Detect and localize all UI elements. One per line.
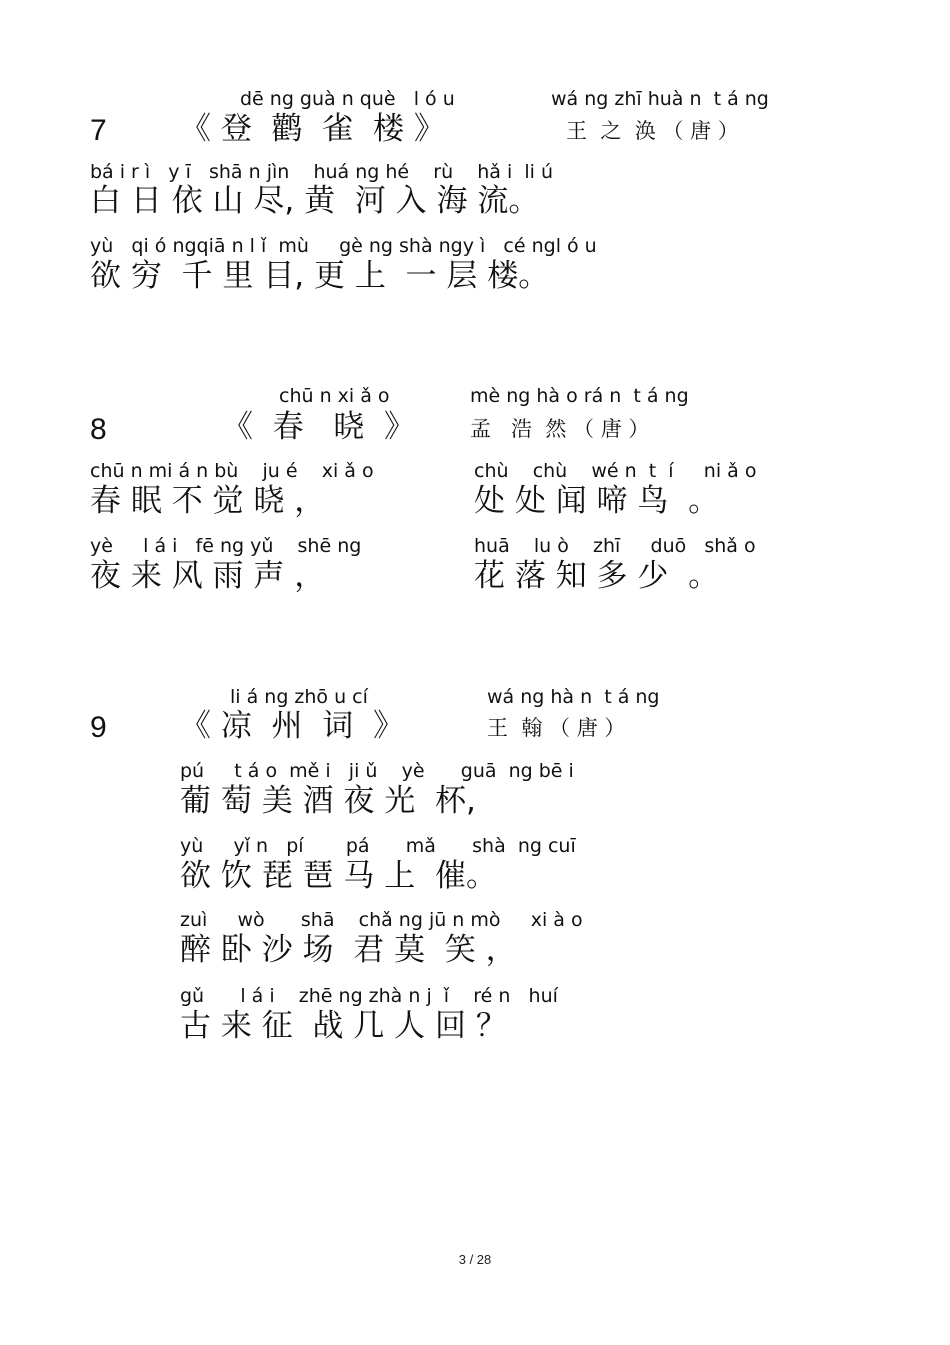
line-pinyin: bá i r ì y ī shā n jìn huá ng hé rù hǎ i li ú	[90, 161, 553, 183]
poem-title: 《 凉 州 词 》	[180, 708, 404, 744]
poem-line: 处 处 闻 啼 鸟 。	[474, 483, 720, 519]
poem-line: 花 落 知 多 少 。	[474, 558, 720, 594]
poem-line: 白 日 依 山 尽, 黄 河 入 海 流。	[90, 183, 540, 219]
line-pinyin: huā lu ò zhī duō shǎ o	[474, 535, 756, 557]
line-pinyin: zuì wò shā chǎ ng jū n mò xi à o	[180, 909, 583, 931]
poem-line: 夜 来 风 雨 声 ，	[90, 558, 326, 594]
poem-line: 古 来 征 战 几 人 回 ？	[180, 1008, 507, 1044]
poem-title: 《 登 鹳 雀 楼 》	[180, 111, 445, 147]
poem-title-pinyin: chū n xi ǎ o	[279, 385, 390, 407]
line-pinyin: yù yǐ n pí pá mǎ shà ng cuī	[180, 835, 576, 857]
poem-author: 孟 浩 然 （ 唐 ）	[470, 417, 650, 441]
line-pinyin: chù chù wé n t í ni ǎ o	[474, 460, 757, 482]
line-pinyin: yè l á i fē ng yǔ shē ng	[90, 535, 362, 557]
line-pinyin: pú t á o mě i ji ǔ yè guā ng bē i	[180, 760, 574, 782]
poem-author-pinyin: mè ng hà o rá n t á ng	[470, 385, 689, 407]
line-pinyin: yù qi ó ngqiā n l ǐ mù gè ng shà ngy ì cé ngl ó u	[90, 235, 597, 257]
poem-title-pinyin: li á ng zhō u cí	[230, 686, 368, 708]
poem-line: 欲 穷 千 里 目, 更 上 一 层 楼。	[90, 258, 550, 294]
poem-author-pinyin: wá ng hà n t á ng	[487, 686, 660, 708]
poem-author: 王 之 涣 （ 唐 ）	[566, 119, 739, 143]
poem-author-pinyin: wá ng zhī huà n t á ng	[551, 88, 769, 110]
poem-number: 7	[90, 114, 107, 147]
poem-title-pinyin: dē ng guà n què l ó u	[240, 88, 455, 110]
poem-title: 《 春 晓 》	[222, 409, 415, 445]
poem-line: 春 眠 不 觉 晓 ，	[90, 483, 326, 519]
poem-number: 8	[90, 413, 107, 446]
line-pinyin: chū n mi á n bù ju é xi ǎ o	[90, 460, 374, 482]
poem-number: 9	[90, 711, 107, 744]
poem-line: 欲 饮 琵 琶 马 上 催。	[180, 858, 497, 894]
page-number: 3 / 28	[458, 1252, 492, 1267]
poem-line: 葡 萄 美 酒 夜 光 杯,	[180, 783, 476, 819]
poem-author: 王 翰 （ 唐 ）	[487, 716, 626, 740]
line-pinyin: gǔ l á i zhē ng zhà n j ǐ ré n huí	[180, 985, 558, 1007]
poem-line: 醉 卧 沙 场 君 莫 笑 ，	[180, 932, 517, 968]
